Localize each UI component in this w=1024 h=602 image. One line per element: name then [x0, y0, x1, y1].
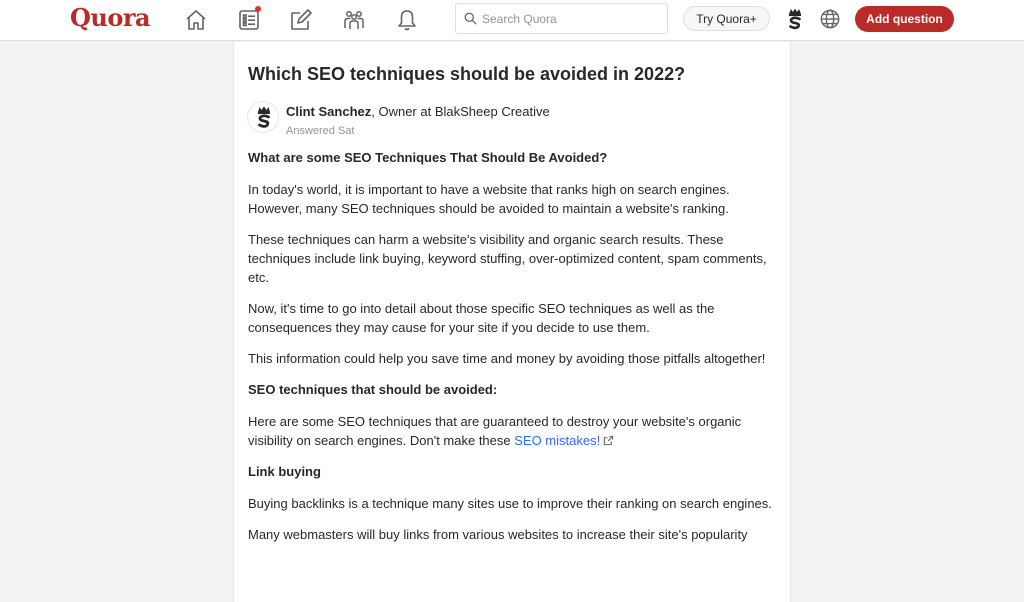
search-icon	[464, 12, 477, 25]
notifications-icon[interactable]	[393, 6, 421, 34]
question-title[interactable]: Which SEO techniques should be avoided in 2022?	[248, 64, 686, 84]
answer-icon[interactable]	[287, 6, 315, 34]
quora-logo[interactable]: Quora	[70, 3, 151, 32]
section-heading: SEO techniques that should be avoided:	[248, 382, 498, 397]
paragraph: Now, it's time to go into detail about those specific SEO techniques as well as the consequences they may cause for your site if you decide to use them.	[248, 301, 715, 335]
answer-body	[248, 148, 778, 556]
paragraph-text: Here are some SEO techniques that are guaranteed to destroy your website's organic visibility on search engines. Don't make these	[248, 414, 742, 448]
profile-avatar[interactable]	[784, 7, 806, 31]
paragraph: Many webmasters will buy links from various websites to increase their site's popularity	[248, 527, 748, 542]
author-name[interactable]: Clint Sanchez	[286, 104, 372, 119]
author-credential: , Owner at BlakSheep Creative	[371, 104, 550, 119]
paragraph-with-link	[248, 412, 778, 450]
external-link-icon	[603, 435, 614, 446]
try-quora-plus-button[interactable]: Try Quora+	[683, 6, 770, 31]
search-box[interactable]	[455, 3, 668, 34]
spaces-icon[interactable]	[340, 6, 368, 34]
author-avatar[interactable]	[247, 101, 279, 133]
paragraph: This information could help you save time and money by avoiding those pitfalls altogether!	[248, 351, 766, 366]
paragraph: Buying backlinks is a technique many sites use to improve their ranking on search engines.	[248, 496, 772, 511]
paragraph: In today's world, it is important to have a website that ranks high on search engines. However, many SEO techniques should be avoided to maintain a website's ranking.	[248, 182, 730, 216]
home-icon[interactable]	[182, 6, 210, 34]
following-icon[interactable]	[235, 6, 263, 34]
paragraph: These techniques can harm a website's visibility and organic search results. These techniques include link buying, keyword stuffing, over-optimized content, spam comments, etc.	[248, 232, 767, 285]
section-heading: Link buying	[248, 464, 321, 479]
add-question-button[interactable]: Add question	[855, 6, 954, 32]
search-input[interactable]	[482, 12, 652, 26]
top-navigation-bar	[0, 0, 1024, 41]
answered-date[interactable]: Answered Sat	[286, 125, 355, 137]
section-heading: What are some SEO Techniques That Should Be Avoided?	[248, 150, 608, 165]
language-globe-icon[interactable]	[819, 8, 841, 30]
author-line	[286, 104, 550, 119]
answer-card	[233, 42, 791, 602]
seo-mistakes-link[interactable]: SEO mistakes!	[514, 433, 601, 448]
notification-dot	[255, 6, 261, 12]
